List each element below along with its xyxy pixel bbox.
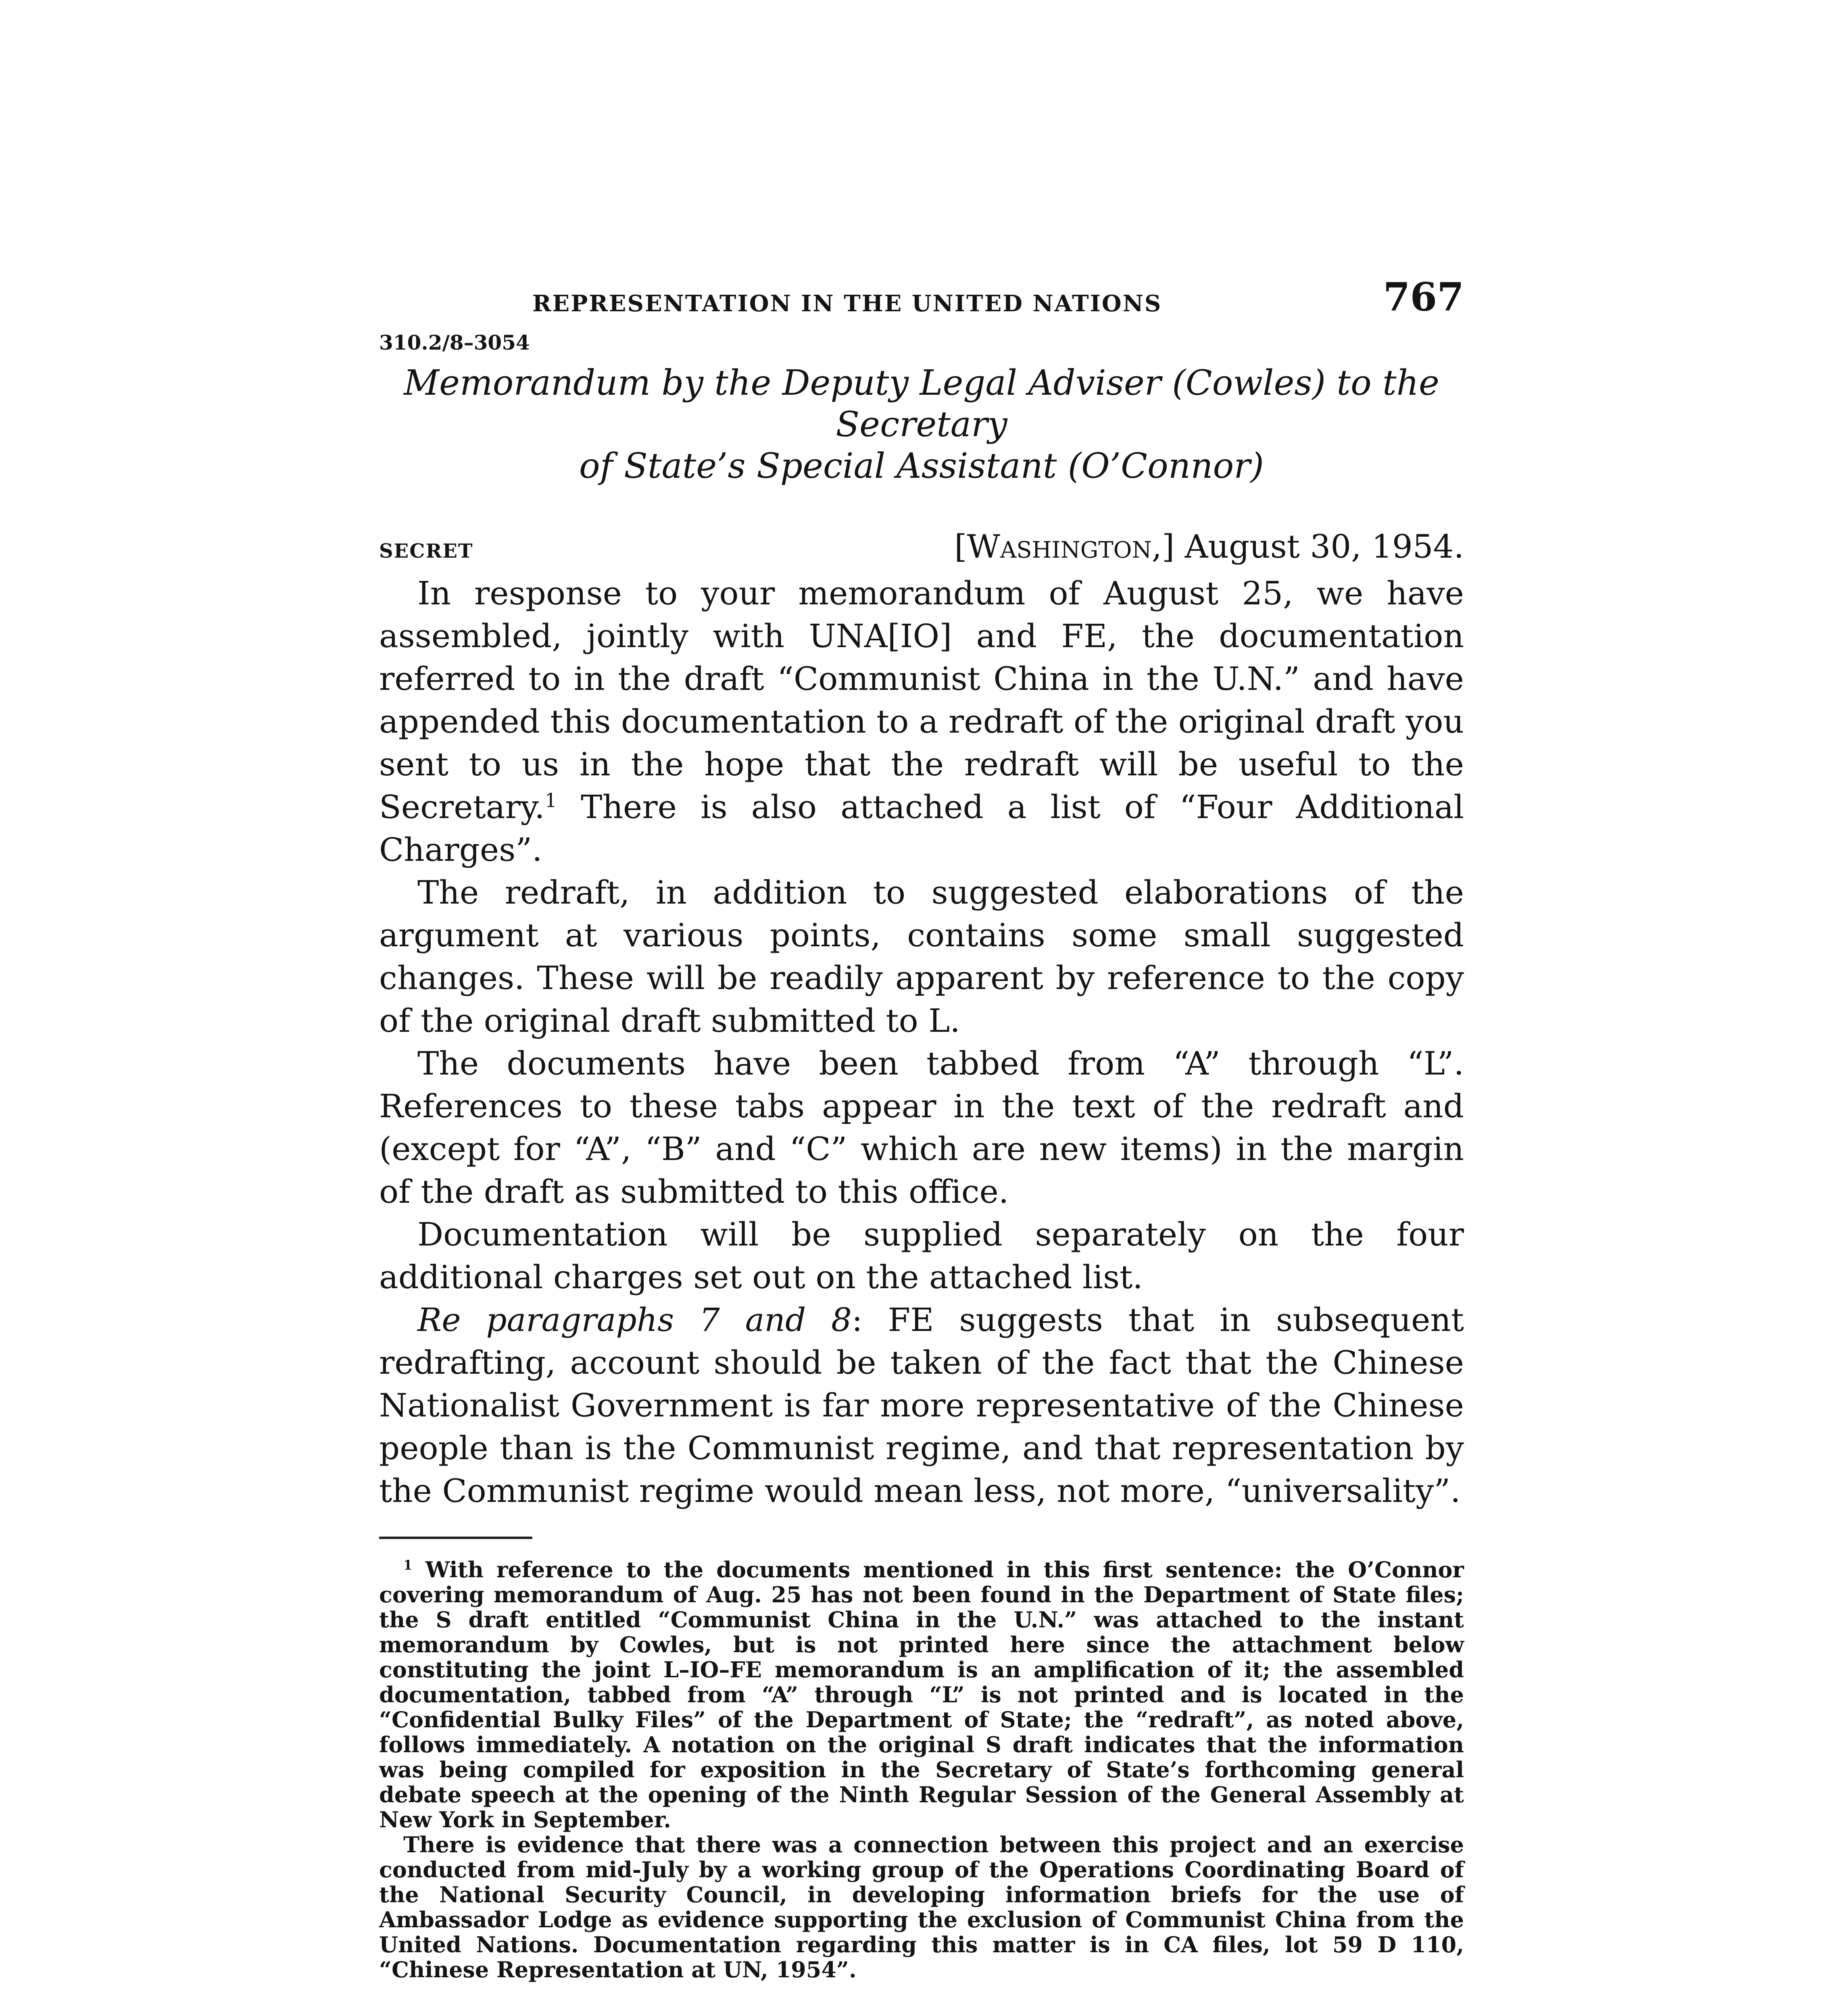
paragraph-5-text: : FE suggests that in subsequent redrafting, account should be taken of the fact that the Chinese Nationalist Government is far more representative of the Chinese people than is the Communist regime, and that representation by the Communist regime would mean less, not more, “universality”. xyxy=(379,1301,1464,1510)
footnote-1-continued: There is evidence that there was a connection between this project and an exercise conducted from mid-July by a working group of the Operations Coordinating Board of the National Security Council, in developing information briefs for the use of Ambassador Lodge as evidence supporting the exclusion of Communist China from the United Nations. Documentation regarding this matter is in CA files, lot 59 D 110, “Chinese Representation at UN, 1954”. xyxy=(379,1831,1464,1983)
paragraph-5-lead: Re paragraphs 7 and 8 xyxy=(417,1301,852,1339)
dateline-place: [Washington,] xyxy=(954,527,1175,565)
document-title-line-2: of State’s Special Assistant (O’Connor) xyxy=(579,446,1264,487)
meta-line xyxy=(379,528,1464,568)
document-title xyxy=(379,362,1464,487)
classification-label: SECRET xyxy=(379,539,473,562)
document-title-line-1: Memorandum by the Deputy Legal Adviser (Cowles) to the Secretary xyxy=(404,363,1439,445)
running-head xyxy=(379,274,1464,327)
dateline-date: August 30, 1954. xyxy=(1184,527,1464,565)
memo-body xyxy=(379,572,1464,1512)
footnote-divider xyxy=(379,1537,532,1539)
footnote-ref-1: 1 xyxy=(544,789,557,812)
paragraph-4: Documentation will be supplied separately on the four additional charges set out on the attached list. xyxy=(379,1215,1464,1296)
dateline xyxy=(954,528,1464,565)
paragraph-3: The documents have been tabbed from “A” through “L”. References to these tabs appear in the text of the redraft and (except for “A”, “B” and “C” which are new items) in the margin of the draft as submitted to this office. xyxy=(379,1044,1464,1210)
paragraph-2: The redraft, in addition to suggested elaborations of the argument at various points, contains some small suggested changes. These will be readily apparent by reference to the copy of the original draft submitted to L. xyxy=(379,873,1464,1039)
paragraph-5 xyxy=(379,1299,1464,1512)
footnote-1 xyxy=(379,1557,1464,1832)
paragraph-1-tail: There is also attached a list of “Four Additional Charges”. xyxy=(379,788,1464,868)
paragraph-1-text: In response to your memorandum of August 25, we have assembled, jointly with UNA[IO] and FE, the documentation referred to in the draft “Communist China in the U.N.” and have appended this documentation to a redraft of the original draft you sent to us in the hope that the redraft will be useful to the Secretary. xyxy=(379,574,1464,826)
paragraph-1 xyxy=(379,572,1464,871)
footnote-1-text: With reference to the documents mentioned in this first sentence: the O’Connor covering memorandum of Aug. 25 has not been found in the Department of State files; the S draft entitled “Communist China in the U.N.” was attached to the instant memorandum by Cowles, but is not printed here since the attachment below constituting the joint L–IO–FE memorandum is an amplification of it; the assembled documentation, tabbed from “A” through “L” is not printed and is located in the “Confidential Bulky Files” of the Department of State; the “redraft”, as noted above, follows immediately. A notation on the original S draft indicates that the information was being compiled for exposition in the Secretary of State’s forthcoming general debate speech at the opening of the Ninth Regular Session of the General Assembly at New York in September. xyxy=(379,1556,1464,1833)
file-reference: 310.2/8–3054 xyxy=(379,331,530,354)
running-title: REPRESENTATION IN THE UNITED NATIONS xyxy=(532,290,1162,317)
page-number: 767 xyxy=(1383,274,1464,320)
footnotes xyxy=(379,1557,1464,1982)
document-page xyxy=(379,274,1464,1982)
footnote-1-mark: 1 xyxy=(403,1557,413,1573)
